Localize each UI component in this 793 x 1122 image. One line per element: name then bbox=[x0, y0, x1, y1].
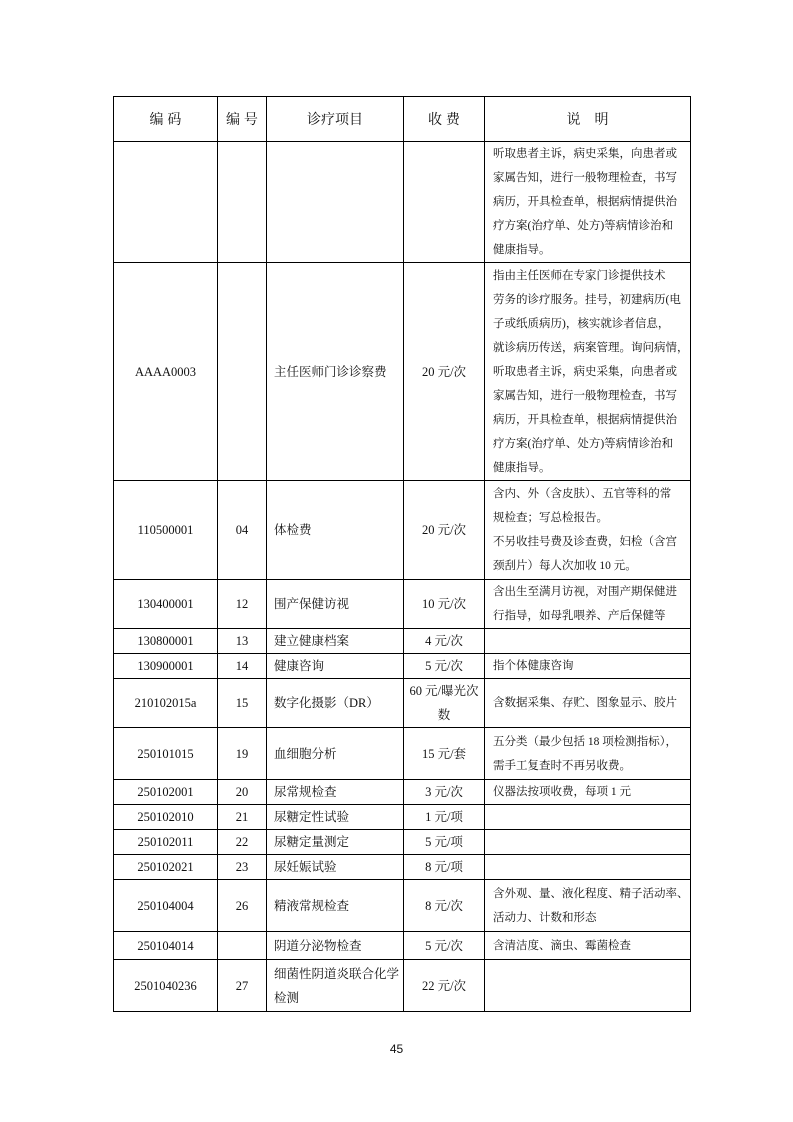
fee-cell: 15 元/套 bbox=[404, 728, 485, 780]
fee-cell: 8 元/项 bbox=[404, 855, 485, 880]
description-cell bbox=[485, 142, 691, 263]
fee-cell: 10 元/次 bbox=[404, 580, 485, 629]
description-line: 五分类（最少包括 18 项检测指标）， bbox=[493, 735, 677, 748]
description-cell bbox=[485, 932, 691, 960]
item-cell: 尿妊娠试验 bbox=[267, 855, 404, 880]
description-line: 就诊病历传送，病案管理。询问病情， bbox=[493, 341, 689, 354]
description-line: 含清洁度、滴虫、霉菌检查 bbox=[493, 939, 631, 952]
table-row bbox=[114, 679, 691, 728]
description-line: 行指导，如母乳喂养、产后保健等 bbox=[493, 610, 666, 622]
description-line: 不另收挂号费及诊查费，妇检（含宫 bbox=[493, 536, 677, 548]
fee-line: 数 bbox=[437, 708, 451, 722]
description-line: 疗方案(治疗单、处方)等病情诊治和 bbox=[493, 220, 674, 232]
number-cell: 21 bbox=[218, 805, 267, 830]
description-line: 家属告知，进行一般物理检查，书写 bbox=[493, 389, 677, 402]
item-cell: 尿常规检查 bbox=[267, 780, 404, 805]
item-cell: 精液常规检查 bbox=[267, 880, 404, 932]
code-cell: 250101015 bbox=[114, 728, 218, 780]
header-code: 编 码 bbox=[114, 97, 218, 142]
description-cell bbox=[485, 481, 691, 580]
number-cell bbox=[218, 142, 267, 263]
table-row bbox=[114, 481, 691, 580]
description-line: 听取患者主诉，病史采集，向患者或 bbox=[493, 365, 677, 378]
code-cell: 110500001 bbox=[114, 481, 218, 580]
description-cell bbox=[485, 679, 691, 728]
description-cell bbox=[485, 263, 691, 481]
header-description: 说 明 bbox=[485, 97, 691, 142]
fee-cell: 20 元/次 bbox=[404, 481, 485, 580]
fee-cell bbox=[404, 142, 485, 263]
description-cell bbox=[485, 805, 691, 830]
table-row bbox=[114, 780, 691, 805]
item-cell bbox=[267, 960, 404, 1012]
description-line: 指个体健康咨询 bbox=[493, 660, 574, 672]
description-line: 病历，开具检查单，根据病情提供治 bbox=[493, 413, 677, 426]
fee-cell bbox=[404, 679, 485, 728]
description-line: 含外观、量、液化程度、精子活动率、 bbox=[493, 887, 689, 900]
description-line: 含内、外（含皮肤）、五官等科的常 bbox=[493, 488, 672, 500]
fee-cell: 3 元/次 bbox=[404, 780, 485, 805]
table-row bbox=[114, 629, 691, 654]
code-cell: 130900001 bbox=[114, 654, 218, 679]
description-cell bbox=[485, 629, 691, 654]
number-cell: 22 bbox=[218, 830, 267, 855]
item-cell: 血细胞分析 bbox=[267, 728, 404, 780]
code-cell bbox=[114, 142, 218, 263]
table-row bbox=[114, 855, 691, 880]
description-cell bbox=[485, 855, 691, 880]
table-row bbox=[114, 805, 691, 830]
item-cell: 尿糖定性试验 bbox=[267, 805, 404, 830]
code-cell: 210102015a bbox=[114, 679, 218, 728]
fee-cell: 5 元/次 bbox=[404, 654, 485, 679]
item-cell bbox=[267, 142, 404, 263]
page-number: 45 bbox=[389, 1042, 404, 1056]
description-cell bbox=[485, 654, 691, 679]
description-line: 仪器法按项收费，每项 1 元 bbox=[493, 786, 631, 798]
number-cell bbox=[218, 932, 267, 960]
code-cell: 250102021 bbox=[114, 855, 218, 880]
description-cell bbox=[485, 960, 691, 1012]
fee-cell: 5 元/次 bbox=[404, 932, 485, 960]
description-cell bbox=[485, 580, 691, 629]
fee-cell: 5 元/项 bbox=[404, 830, 485, 855]
number-cell: 23 bbox=[218, 855, 267, 880]
number-cell: 19 bbox=[218, 728, 267, 780]
item-cell: 健康咨询 bbox=[267, 654, 404, 679]
code-cell: 2501040236 bbox=[114, 960, 218, 1012]
item-line: 细菌性阴道炎联合化学 bbox=[274, 966, 400, 981]
code-cell: AAAA0003 bbox=[114, 263, 218, 481]
code-cell: 130400001 bbox=[114, 580, 218, 629]
description-line: 含出生至满月访视，对围产期保健进 bbox=[493, 586, 677, 598]
table-row bbox=[114, 830, 691, 855]
description-line: 规检查；写总检报告。 bbox=[493, 512, 608, 524]
table-row bbox=[114, 960, 691, 1012]
fee-cell: 22 元/次 bbox=[404, 960, 485, 1012]
header-item: 诊疗项目 bbox=[267, 97, 404, 142]
number-cell bbox=[218, 263, 267, 481]
code-cell: 250104004 bbox=[114, 880, 218, 932]
code-cell: 130800001 bbox=[114, 629, 218, 654]
fee-cell: 8 元/次 bbox=[404, 880, 485, 932]
description-line: 健康指导。 bbox=[493, 244, 551, 256]
table-row bbox=[114, 580, 691, 629]
number-cell: 15 bbox=[218, 679, 267, 728]
item-cell: 数字化摄影（DR） bbox=[267, 679, 404, 728]
item-line: 检测 bbox=[274, 990, 300, 1005]
description-line: 需手工复查时不再另收费。 bbox=[493, 759, 631, 772]
description-cell bbox=[485, 780, 691, 805]
fee-table bbox=[113, 96, 691, 1012]
table-row bbox=[114, 728, 691, 780]
code-cell: 250102001 bbox=[114, 780, 218, 805]
description-line: 病历，开具检查单，根据病情提供治 bbox=[493, 196, 677, 208]
fee-cell: 20 元/次 bbox=[404, 263, 485, 481]
table-row bbox=[114, 142, 691, 263]
fee-line: 60 元/曝光次 bbox=[409, 684, 479, 698]
description-line: 劳务的诊疗服务。挂号，初建病历(电 bbox=[493, 293, 681, 306]
description-line: 活动力、计数和形态 bbox=[493, 911, 597, 924]
description-line: 含数据采集、存贮、图象显示、胶片 bbox=[493, 697, 677, 709]
number-cell: 04 bbox=[218, 481, 267, 580]
code-cell: 250102010 bbox=[114, 805, 218, 830]
table-row bbox=[114, 263, 691, 481]
table-row bbox=[114, 932, 691, 960]
item-cell: 体检费 bbox=[267, 481, 404, 580]
number-cell: 13 bbox=[218, 629, 267, 654]
number-cell: 20 bbox=[218, 780, 267, 805]
description-line: 家属告知，进行一般物理检查，书写 bbox=[493, 172, 677, 184]
description-line: 指由主任医师在专家门诊提供技术 bbox=[493, 269, 666, 282]
number-cell: 14 bbox=[218, 654, 267, 679]
description-line: 子或纸质病历)，核实就诊者信息， bbox=[493, 317, 670, 330]
table-row bbox=[114, 880, 691, 932]
item-cell: 主任医师门诊诊察费 bbox=[267, 263, 404, 481]
item-cell: 建立健康档案 bbox=[267, 629, 404, 654]
number-cell: 27 bbox=[218, 960, 267, 1012]
description-line: 疗方案(治疗单、处方)等病情诊治和 bbox=[493, 437, 674, 450]
number-cell: 26 bbox=[218, 880, 267, 932]
code-cell: 250102011 bbox=[114, 830, 218, 855]
header-number: 编 号 bbox=[218, 97, 267, 142]
table-row bbox=[114, 654, 691, 679]
code-cell: 250104014 bbox=[114, 932, 218, 960]
description-line: 健康指导。 bbox=[493, 461, 551, 474]
description-cell bbox=[485, 728, 691, 780]
number-cell: 12 bbox=[218, 580, 267, 629]
fee-cell: 1 元/项 bbox=[404, 805, 485, 830]
description-cell bbox=[485, 880, 691, 932]
fee-cell: 4 元/次 bbox=[404, 629, 485, 654]
item-cell: 阴道分泌物检查 bbox=[267, 932, 404, 960]
item-cell: 围产保健访视 bbox=[267, 580, 404, 629]
item-cell: 尿糖定量测定 bbox=[267, 830, 404, 855]
description-line: 听取患者主诉，病史采集，向患者或 bbox=[493, 148, 677, 160]
description-cell bbox=[485, 830, 691, 855]
header-row bbox=[114, 97, 691, 142]
header-fee: 收 费 bbox=[404, 97, 485, 142]
description-line: 颈刮片）每人次加收 10 元。 bbox=[493, 560, 637, 572]
